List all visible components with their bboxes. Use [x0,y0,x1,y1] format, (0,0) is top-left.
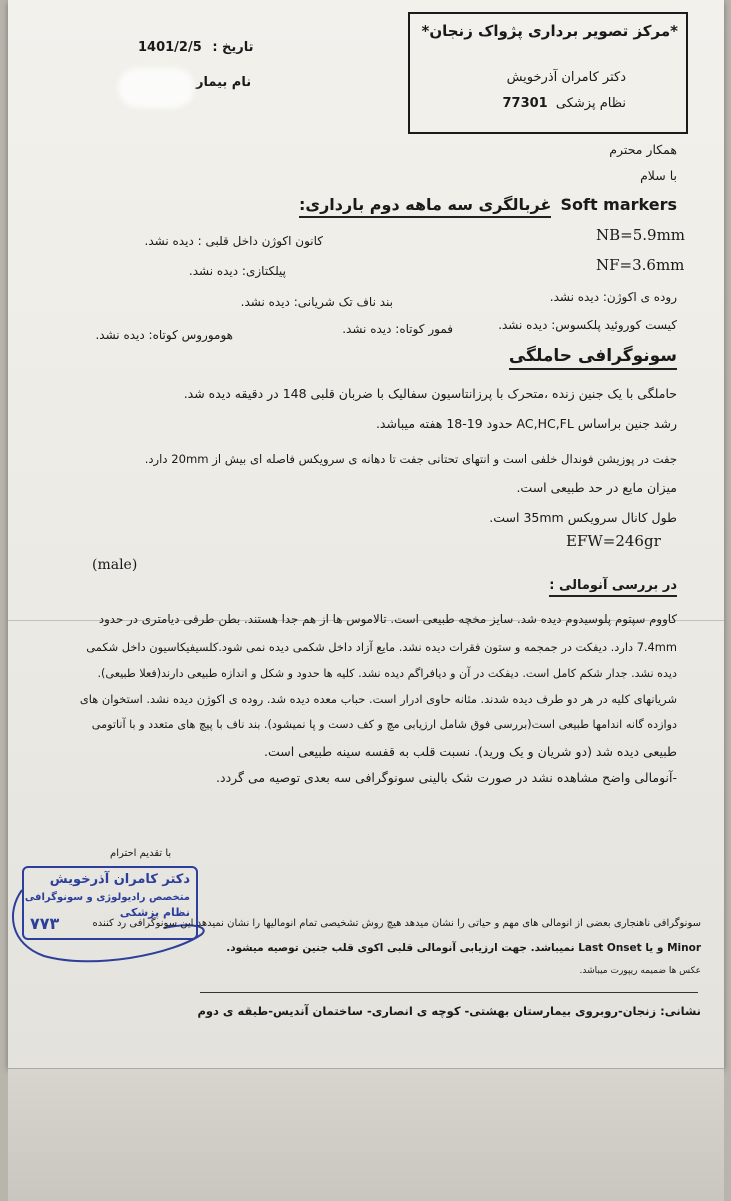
choroid-plexus-cyst: کیست کوروئید پلکسوس: دیده نشد. [498,318,677,332]
short-femur: فمور کوتاه: دیده نشد. [342,322,453,336]
single-umbilical-artery: بند ناف تک شریانی: دیده نشد. [240,295,393,309]
redacted-patient-name [118,68,194,108]
regards: با تقدیم احترام [110,848,172,859]
footnote-line-1: سونوگرافی ناهنجاری بعضی از انومالی های مهم و حیاتی را نشان میدهد هیچ روش تشخیصی تمام انومالیها را نشان نمیدهد این سونوگرافی رد کننده [92,918,701,929]
echogenic-intracardiac-focus: کانون اکوژن داخل قلبی : دیده نشد. [144,234,323,248]
medical-council-number: 77301 [502,96,548,111]
medical-council-label: نظام پزشکی [555,96,626,111]
nb-measurement: NB=5.9mm [596,226,686,244]
date-label: تاریخ : [212,40,254,55]
greeting-colleague: همکار محترم [609,142,677,157]
nf-measurement: NF=3.6mm [596,256,685,274]
clinic-header-box [408,12,688,134]
stamp-title: متخصص رادیولوژی و سونوگرافی [24,892,190,903]
anomaly-title [549,578,677,593]
short-humerus: هوموروس کوتاه: دیده نشد. [95,328,233,342]
clinic-address: نشانی: زنجان-روبروی بیمارستان بهشتی- کوچه ی انصاری- ساختمان آندیس-طبقه ی دوم [197,1004,701,1018]
pregnancy-title: سونوگرافی حاملگی [509,346,677,370]
fetal-sex: (male) [92,557,138,573]
pregnancy-line-1: حاملگی با یک جنین زنده ،متحرک با پرزانتاسیون سفالیک با ضربان قلبی 148 در دقیقه دیده شد. [183,386,677,401]
stamp-number: ۷۷۳ [30,914,60,933]
stamp-council: نظام پزشکی [119,906,190,919]
footnote-line-2: Minor و یا Last Onset نمیباشد. جهت ارزیابی آنومالی قلبی اکوی قلب جنین توصیه میشود. [226,942,701,954]
pregnancy-line-5: طول کانال سرویکس 35mm است. [489,510,677,525]
anomaly-line-2: 7.4mm دارد. دیفکت در جمجمه و ستون فقرات دیده نشد. مایع آزاد داخل شکمی دیده نمی شود.کلسیفیکاسیون داخل شکمی [86,640,677,654]
pregnancy-line-2: رشد جنین براساس AC,HC,FL حدود 19-18 هفته میباشد. [375,416,677,431]
pregnancy-line-4: میزان مایع در حد طبیعی است. [516,480,677,495]
doctor-name: دکتر کامران آذرخویش [506,70,626,85]
date-value: 1401/2/5 [138,40,202,55]
footer-separator [200,992,698,993]
efw-value: EFW=246gr [566,532,661,550]
echogenic-bowel: روده ی اکوژن: دیده نشد. [549,290,677,304]
anomaly-line-3: دیده نشد. جدار شکم کامل است. دیفکت در آن و دیافراگم دیده نشد. کلیه ها حدود و شکل و اندازه طبیعی دارند(فعلا طبیعی). [97,667,677,680]
pyelectasis: پیلکتازی: دیده نشد. [188,264,286,278]
anomaly-line-1: کاووم سپتوم پلوسیدوم دیده شد. سایز مخچه طبیعی است. تالاموس ها از هم جدا هستند. بطن طرفی دیامتری در حدود [98,612,677,626]
anomaly-line-5: دوازده گانه اندامها طبیعی است(بررسی فوق شامل ارزیابی مچ و کف دست و پا نمیشود). بند ناف با پیچ های متعدد و با آناتومی [91,718,677,731]
greeting-hello: با سلام [640,168,677,183]
date-row [138,40,254,55]
screening-title [299,195,677,214]
medical-council [503,96,627,111]
anomaly-title-text: در بررسی آنومالی : [549,578,677,597]
screening-title-fa: غربالگری سه ماهه دوم بارداری: [299,195,551,218]
stamp-name: دکتر کامران آذرخویش [49,872,190,887]
center-name: *مرکز تصویر برداری پژواک زنجان* [421,22,678,40]
anomaly-line-6: طبیعی دیده شد (دو شریان و یک ورید). نسبت قلب به قفسه سینه طبیعی است. [264,744,677,759]
anomaly-line-4: شریانهای کلیه در هر دو طرف دیده شدند. مثانه حاوی ادرار است. حباب معده دیده شد. روده ی اکوژن دیده نشد. استخوان های [79,692,677,706]
screening-title-en: Soft markers [560,195,677,214]
patient-name-label: نام بیمار [196,75,252,90]
pregnancy-line-3: جفت در پوزیشن فوندال خلفی است و انتهای تحتانی جفت تا دهانه ی سرویکس فاصله ای بیش از 20mm دارد. [144,452,677,466]
paper-underside [8,1068,724,1201]
anomaly-line-7: -آنومالی واضح مشاهده نشد در صورت شک بالینی سونوگرافی سه بعدی توصیه می گردد. [216,770,677,785]
footnote-line-3: عکس ها ضمیمه ریپورت میباشد. [579,966,701,976]
